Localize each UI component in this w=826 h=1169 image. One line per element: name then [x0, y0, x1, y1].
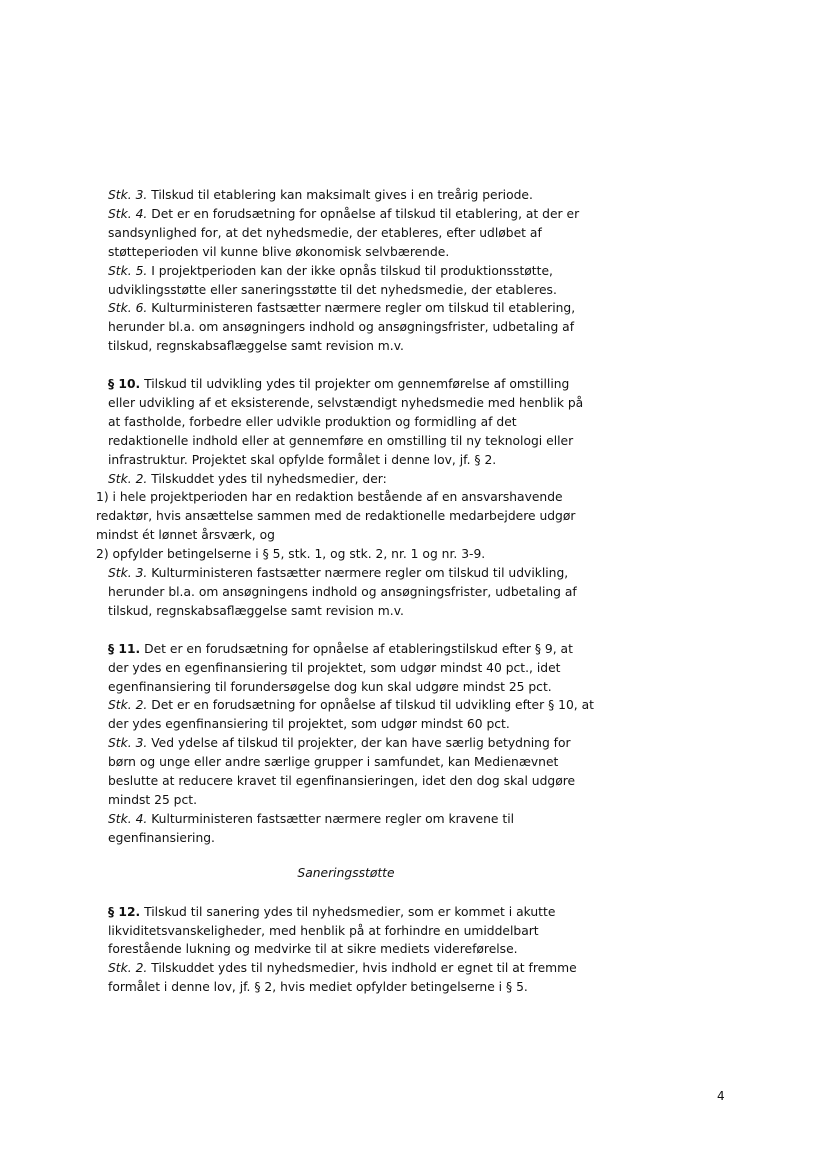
stk-label: Stk. 4. — [108, 206, 148, 221]
paragraph-stk-2 — [96, 959, 596, 997]
paragraph-stk-4 — [96, 810, 596, 848]
stk-label: Stk. 3. — [108, 566, 148, 581]
stk-text: Det er en forudsætning for opnåelse af tilskud til etablering, at der er sandsynlighed for, at det nyhedsmedie, der etableres, efter udløbet af støtteperioden vil kunne blive økonomisk selvbærende. — [108, 206, 580, 259]
section-text: Tilskud til udvikling ydes til projekter om gennemførelse af omstilling eller udvikling af et eksisterende, selvstændigt nyhedsmedie med henblik på at fastholde, forbedre eller udvikle produktion og formidling af det redaktionelle indhold eller at gennemføre en omstilling til ny teknologi eller infrastruktur. Projektet skal opfylde formålet i denne lov, jf. § 2. — [108, 377, 584, 467]
stk-text: Det er en forudsætning for opnåelse af tilskud til udvikling efter § 10, at der ydes egenfinansiering til projektet, som udgør mindst 60 pct. — [108, 698, 594, 732]
paragraph-stk-3 — [96, 734, 596, 810]
stk-text: Tilskuddet ydes til nyhedsmedier, hvis indhold er egnet til at fremme formålet i denne lov, jf. § 2, hvis mediet opfylder betingelserne i § 5. — [108, 961, 577, 995]
stk-label: Stk. 2. — [108, 698, 148, 713]
list-item-1: 1) i hele projektperioden har en redaktion bestående af en ansvarshavende redaktør, hvis ansættelse sammen med de redaktionelle medarbejdere udgør mindst ét lønnet årsværk, og — [96, 490, 576, 543]
stk-label: Stk. 5. — [108, 263, 148, 278]
stk-text: Kulturministeren fastsætter nærmere regler om tilskud til etablering, herunder bl.a. om ansøgningers indhold og ansøgningsfrister, udbetaling af tilskud, regnskabsaflæggelse samt revision m.v. — [108, 301, 576, 354]
page-number: 4 — [717, 1089, 725, 1103]
section-text: Tilskud til sanering ydes til nyhedsmedier, som er kommet i akutte likviditetsvanskeligheder, med henblik på at forhindre en umiddelbart forestående lukning og medvirke til at sikre mediets videreførelse. — [108, 904, 556, 957]
section-text: Det er en forudsætning for opnåelse af etableringstilskud efter § 9, at der ydes en egenfinansiering til projektet, som udgør mindst 40 pct., idet egenfinansiering til forundersøgelse dog kun skal udgøre mindst 25 pct. — [108, 641, 573, 694]
paragraph-stk-2 — [96, 696, 596, 734]
stk-text: Tilskuddet ydes til nyhedsmedier, der: — [147, 471, 387, 486]
stk-text: Tilskud til etablering kan maksimalt gives i en treårig periode. — [147, 188, 533, 202]
section-label: § 12. — [108, 904, 141, 919]
section-9-continuation — [96, 186, 596, 356]
stk-label: Stk. 3. — [108, 188, 148, 202]
section-11 — [96, 640, 596, 848]
stk-text: Kulturministeren fastsætter nærmere regler om tilskud til udvikling, herunder bl.a. om ansøgningens indhold og ansøgningsfrister, udbetaling af tilskud, regnskabsaflæggelse samt revision m.v. — [108, 566, 577, 618]
paragraph-stk-3 — [96, 186, 596, 205]
paragraph-section-12 — [96, 903, 596, 960]
stk-label: Stk. 2. — [108, 961, 148, 976]
paragraph-stk-3 — [96, 564, 596, 621]
list-item-2: 2) opfylder betingelserne i § 5, stk. 1, og stk. 2, nr. 1 og nr. 3-9. — [96, 547, 486, 562]
section-label: § 10. — [108, 377, 141, 392]
stk-label: Stk. 3. — [108, 736, 148, 751]
paragraph-stk-2 — [96, 470, 596, 489]
paragraph-stk-4 — [96, 205, 596, 262]
document-body — [96, 186, 596, 997]
paragraph-stk-6 — [96, 299, 596, 356]
stk-label: Stk. 4. — [108, 811, 148, 826]
section-12 — [96, 903, 596, 998]
stk-text: Ved ydelse af tilskud til projekter, der kan have særlig betydning for børn og unge eller andre særlige grupper i samfundet, kan Medienævnet beslutte at reducere kravet til egenfinansieringen, idet den dog skal udgøre mindst 25 pct. — [108, 736, 576, 807]
stk-label: Stk. 6. — [108, 301, 148, 316]
stk-text: I projektperioden kan der ikke opnås tilskud til produktionsstøtte, udviklingsstøtte eller saneringsstøtte til det nyhedsmedie, der etableres. — [108, 263, 557, 297]
paragraph-stk-5 — [96, 262, 596, 300]
stk-label: Stk. 2. — [108, 471, 148, 486]
section-label: § 11. — [108, 641, 141, 656]
section-heading: Saneringsstøtte — [297, 865, 395, 880]
stk-text: Kulturministeren fastsætter nærmere regler om kravene til egenfinansiering. — [108, 811, 515, 845]
section-10 — [96, 375, 596, 621]
paragraph-section-11 — [96, 640, 596, 697]
paragraph-section-10 — [96, 375, 596, 470]
